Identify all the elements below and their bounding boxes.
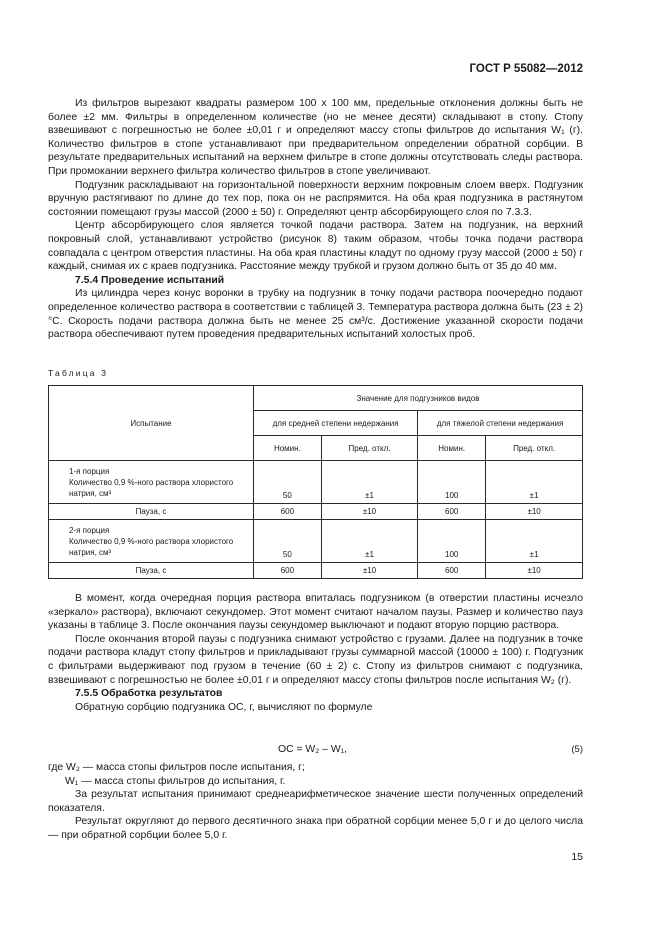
cell: ±1 (486, 520, 583, 563)
col-header-nom: Номин. (418, 436, 486, 461)
paragraph: Из цилиндра через конус воронки в трубку на подгузник в точку подачи раствора поочередно подают определенное количество раствора в соответствии с таблицей 3. Температура раствора должна быть (23 ± 2) °С. Скорость подачи раствора должна быть не менее 25 см³/с. Достижение указанной скорости подачи раствора обеспечивают путем проведения предварительных испытаний холостых проб. (48, 288, 583, 341)
table-3 (48, 385, 583, 579)
table-caption: Таблица 3 (48, 368, 109, 378)
row-label: 2-я порция Количество 0,9 %-ного раствора хлористого натрия, см³ (49, 520, 254, 563)
col-header-mid: для средней степени недержания (254, 411, 418, 436)
cell: 50 (254, 520, 322, 563)
formula-intro: Обратную сорбцию подгузника ОС, г, вычисляют по формуле (75, 701, 373, 713)
paragraph: В момент, когда очередная порция раствора впиталась подгузником (в отверстии пластины исчезло «зеркало» раствора), включают секундомер. Этот момент считают началом паузы. Размер и количество пауз указаны в таблице 3. После окончания паузы секундомер выключают и подают вторую порцию раствора. (48, 593, 583, 632)
paragraph: Результат округляют до первого десятичного знака при обратной сорбции менее 5,0 г и до целого числа — при обратной сорбции более 5,0 г. (48, 816, 583, 841)
col-header-group: Значение для подгузников видов (254, 386, 583, 411)
table-row (49, 504, 583, 520)
paragraph: Подгузник раскладывают на горизонтальной поверхности верхним покровным слоем вверх. Подгузник вручную растягивают по длине до тех пор, пока он не распрямится. На оба края подгузника в растянутом состоянии помещают грузы массой (2000 ± 50) г. Определяют центр абсорбирующего слоя по 7.3.3. (48, 179, 583, 218)
row-label: 1-я порция Количество 0,9 %-ного раствора хлористого натрия, см³ (49, 461, 254, 504)
formula-number: (5) (571, 744, 583, 755)
row-label: Пауза, с (49, 504, 254, 520)
paragraphs-block-3 (48, 592, 583, 714)
table-row (49, 520, 583, 563)
paragraph: Центр абсорбирующего слоя является точкой подачи раствора. Затем на подгузник, на верхний покровный слой, устанавливают устройство (рисунок 8) таким образом, чтобы точка подачи раствора совпадала с центром отверстия пластины. На оба края пластины кладут по одному грузу массой (2000 ± 50) г каждый, снимая их с краев подгузника. Расстояние между трубкой и грузом должно быть от 35 до 40 мм. (48, 220, 583, 273)
cell: 100 (418, 461, 486, 504)
cell: ±10 (486, 563, 583, 579)
section-heading-7-5-5: 7.5.5 Обработка результатов (75, 688, 223, 700)
col-header-test: Испытание (49, 386, 254, 461)
paragraph: За результат испытания принимают среднеарифметическое значение шести полученных определений показателя. (48, 789, 583, 814)
section-heading-7-5-4: 7.5.4 Проведение испытаний (75, 274, 225, 286)
paragraph: После окончания второй паузы с подгузника снимают устройство с грузами. Далее на подгузник в точке подачи раствора кладут стопу фильтров и прикладывают грузы суммарной массой (10000 ± 100) г. Подгузник с фильтрами выдерживают под грузом в течение (60 ± 2) с. Стопу из фильтров снимают с подгузника, взвешивают с погрешностью не более ±0,01 г и определяют массу стопы фильтров после испытания W₂ (г). (48, 633, 583, 686)
page-number: 15 (571, 851, 583, 863)
cell: ±1 (321, 520, 417, 563)
col-header-tol: Пред. откл. (486, 436, 583, 461)
where-line-1: где W₂ — масса стопы фильтров после испытания, г; (48, 762, 305, 773)
table-row (49, 461, 583, 504)
paragraphs-block-1 (48, 97, 583, 342)
col-header-nom: Номин. (254, 436, 322, 461)
paragraphs-block-4 (48, 761, 583, 843)
table-row (49, 563, 583, 579)
formula: ОС = W₂ – W₁, (278, 744, 348, 755)
document-header: ГОСТ Р 55082—2012 (469, 63, 583, 75)
cell: ±1 (321, 461, 417, 504)
cell: 100 (418, 520, 486, 563)
row-label: Пауза, с (49, 563, 254, 579)
cell: ±10 (486, 504, 583, 520)
cell: ±1 (486, 461, 583, 504)
paragraph: Из фильтров вырезают квадраты размером 100 х 100 мм, предельные отклонения должны быть не более ±2 мм. Фильтры в определенном количестве (но не менее десяти) складывают в стопу. Стопу взвешивают с погрешностью не более ±0,01 г и определяют массу стопы фильтров до испытания W₁ (г). Количество фильтров в стопе устанавливают при предварительном определении обратной сорбции. В результате предварительных испытаний на верхнем фильтре в стопе должны отсутствовать следы раствора. При промокании верхнего фильтра количество фильтров в стопе увеличивают. (48, 98, 583, 177)
cell: ±10 (321, 504, 417, 520)
cell: 600 (418, 504, 486, 520)
cell: 600 (254, 563, 322, 579)
cell: 600 (418, 563, 486, 579)
cell: 50 (254, 461, 322, 504)
cell: 600 (254, 504, 322, 520)
col-header-heavy: для тяжелой степени недержания (418, 411, 583, 436)
col-header-tol: Пред. откл. (321, 436, 417, 461)
where-line-2: W₁ — масса стопы фильтров до испытания, г. (65, 775, 286, 787)
cell: ±10 (321, 563, 417, 579)
